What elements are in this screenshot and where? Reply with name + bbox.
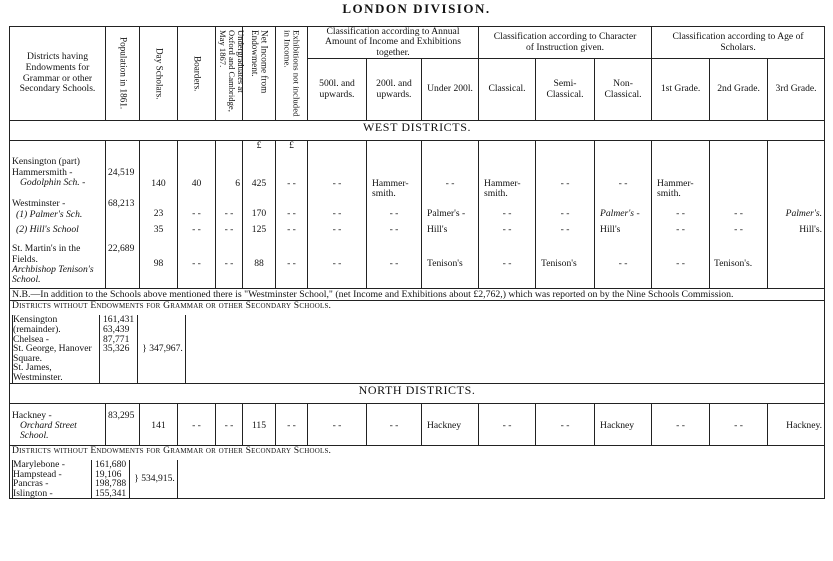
table-row: St. Martin's in the Fields. Archbishop Tenison's School. 22,689 98 - - - - 88 - - - - - - Tenison's - - Tenison's - - - - Tenison's. — [10, 242, 825, 288]
table-row: (2) Hill's School 35 - - - - 125 - - - - - - Hill's - - - - Hill's - - - - Hill's. — [10, 225, 825, 242]
west-without-block: Districts without Endowments for Grammar or other Secondary Schools. Kensington (remainder). Chelsea - St. George, Hanover Square. St. James, Westminster. 161,431 63,439 87,771 35,326 } 347,967. — [10, 301, 825, 384]
col-header-under-200: Under 200l. — [422, 59, 479, 121]
group-header-age: Classification according to Age of Scholars. — [652, 27, 825, 59]
col-header-semi-classical: Semi-Classical. — [536, 59, 595, 121]
endowment-table — [9, 26, 825, 499]
col-header-500: 500l. and upwards. — [308, 59, 367, 121]
col-header-200: 200l. and upwards. — [367, 59, 422, 121]
col-header-boarders: Boarders. — [192, 55, 203, 92]
section-west-title: WEST DISTRICTS. — [10, 121, 825, 141]
col-header-non-classical: Non-Classical. — [595, 59, 652, 121]
brace-icon: } — [134, 473, 139, 485]
list-item: Hampstead - — [13, 468, 62, 480]
list-item: Islington - — [13, 487, 53, 499]
section-north-title: NORTH DISTRICTS. — [10, 383, 825, 403]
col-header-day-scholars: Day Scholars. — [154, 47, 165, 100]
table-row: Kensington (part) — [10, 157, 825, 168]
brace-icon: } — [142, 343, 147, 355]
west-without-heading: Districts without Endowments for Grammar or other Secondary Schools. — [12, 300, 332, 312]
list-item: Marylebone - — [13, 458, 65, 470]
list-item: Chelsea - — [13, 333, 49, 345]
col-header-grade2: 2nd Grade. — [710, 59, 768, 121]
col-header-undergraduates: Undergraduates at Oxford and Cambridge, May 1867. — [218, 29, 247, 112]
table-row: Hammersmith - Godolphin Sch. - 24,519 140 40 6 425 - - - - Hammer-smith. - - Hammer-smith. - - - - Hammer-smith. — [10, 168, 825, 200]
group-header-amount: Classification according to Annual Amount of Income and Exhibitions together. — [308, 27, 479, 59]
group-header-instruction: Classification according to Character of Instruction given. — [479, 27, 652, 59]
col-header-net-income: Net Income from Endowment. — [250, 29, 270, 93]
col-header-grade3: 3rd Grade. — [768, 59, 825, 121]
west-without-total: 347,967. — [149, 343, 183, 355]
list-item: St. James, Westminster. — [13, 362, 63, 383]
list-item: Pancras - — [13, 478, 49, 490]
col-header-grade1: 1st Grade. — [652, 59, 710, 121]
col-header-population: Population in 1861. — [118, 37, 129, 110]
col-header-districts: Districts having Endowments for Grammar or other Secondary Schools. — [10, 27, 106, 121]
north-without-heading: Districts without Endowments for Grammar or other Secondary Schools. — [12, 444, 332, 456]
note-westminster: N.B.—In addition to the Schools above mentioned there is "Westminster School," (net Income and Exhibitions about £2,762,) which was reported on by the Nine Schools Commission. — [10, 288, 825, 300]
table-row: Hackney - Orchard Street School. 83,295 141 - - - - 115 - - - - - - Hackney - - - - Hackney - - - - Hackney. — [10, 403, 825, 445]
table-row: Westminster - (1) Palmer's Sch. 68,213 23 - - - - 170 - - - - - - Palmer's - - - - - Palmer's - - - - - Palmer's. — [10, 199, 825, 225]
currency-income: £ — [243, 141, 276, 157]
page-title: LONDON DIVISION. — [342, 1, 491, 16]
north-without-block: Districts without Endowments for Grammar or other Secondary Schools. Marylebone - Hampstead - Pancras - Islington - 161,680 19,106 198,788 155,341 } 534,915. — [10, 445, 825, 499]
currency-exhib: £ — [276, 141, 308, 157]
col-header-classical: Classical. — [479, 59, 536, 121]
north-without-total: 534,915. — [141, 473, 175, 485]
col-header-exhibitions: Exhibitions not included in Income. — [282, 29, 302, 117]
list-item: Kensington (remainder). — [13, 314, 61, 336]
list-item: St. George, Hanover Square. — [13, 343, 92, 364]
